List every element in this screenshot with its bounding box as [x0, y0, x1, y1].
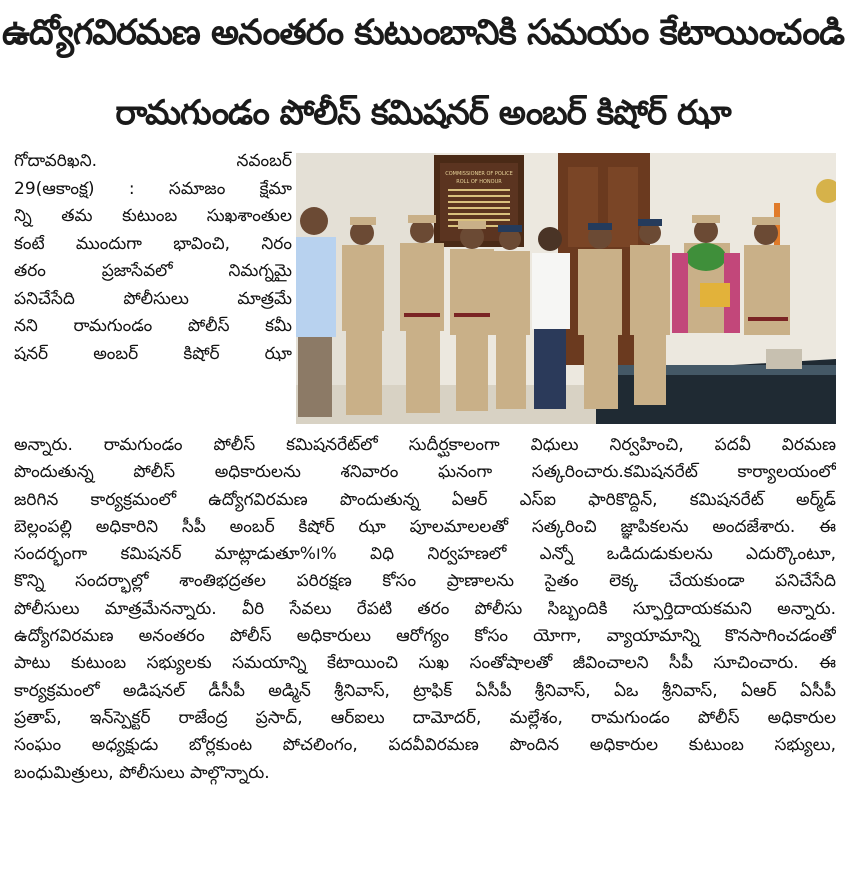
body-line: పొందుతున్న పోలీస్ అధికారులను శనివారం ఘనంగా సత్కరించారు.కమిషనరేట్ కార్యాలయంలో: [14, 462, 836, 483]
news-photo: [296, 153, 836, 424]
intro-line: కంటే ముందుగా భావించి, నిరం: [14, 233, 292, 254]
body-line: జరిగిన కార్యక్రమంలో ఉద్యోగవిరమణ పొందుతున్న ఏఆర్ ఎస్ఐ ఫారికొద్దిన్, కమిషనరేట్ అర్మ్‌డ్: [14, 489, 836, 510]
body-line: కార్యక్రమంలో అడిషనల్ డీసీపీ అడ్మిన్ శ్రీనివాస్, ట్రాఫిక్ ఏసీపీ శ్రీనివాస్, ఏఒ శ్రీనివాస్, ఏఆర్ ఏసీపీ: [14, 680, 836, 701]
article-body: [14, 432, 836, 787]
intro-line: 29(ఆకాంక్ష) : సమాజం క్షేమా: [14, 178, 292, 199]
intro-line: న్ని తమ కుటుంబ సుఖశాంతుల: [14, 206, 292, 226]
body-line: ఉద్యోగవిరమణ అనంతరం పోలీస్ అధికారులు ఆరోగ్యం కోసం యోగా, వ్యాయామాన్ని కొనసాగించడంతో: [14, 626, 836, 647]
body-line: అన్నారు. రామగుండం పోలీస్ కమిషనరేట్‌లో సుదీర్ఘకాలంగా విధులు నిర్వహించి, పదవీ విరమణ: [14, 435, 836, 455]
body-line: పోలీసులు మాత్రమేనన్నారు. వీరి సేవలు రేపటి తరం పోలీసు సిబ్బందికి స్ఫూర్తిదాయకమని అన్నారు.: [14, 598, 836, 619]
intro-line: తరం ప్రజాసేవలో నిమగ్నమై: [14, 261, 292, 281]
body-line: బెల్లంపల్లి అధికారిని సీపీ అంబర్ కిషోర్ ఝా పూలమాలలతో సత్కరించి జ్ఞాపికలను అందజేశారు. ఈ: [14, 516, 836, 537]
intro-line: పనిచేసేది పోలీసులు మాత్రమే: [14, 288, 292, 309]
headline: ఉద్యోగవిరమణ అనంతరం కుటుంబానికి సమయం కేటాయించండి: [1, 13, 845, 53]
body-line: కొన్ని సందర్భాల్లో శాంతిభద్రతల పరిరక్షణ కోసం ప్రాణాలను సైతం లెక్క చేయకుండా పనిచేసేది: [14, 571, 836, 592]
body-line: సంఘం అధ్యక్షుడు బోర్లకుంట పోచలింగం, పదవీవిరమణ పొందిన అధికారుల కుటుంబ సభ్యులు,: [14, 735, 836, 756]
intro-column: [14, 148, 292, 368]
body-line: బంధుమిత్రులు, పోలీసులు పాల్గొన్నారు.: [14, 762, 270, 783]
intro-line: షనర్ అంబర్ కిషోర్ ఝా: [14, 343, 292, 364]
svg-text:COMMISSIONER OF POLICE: COMMISSIONER OF POLICE: [445, 171, 513, 177]
intro-line: నని రామగుండం పోలీస్ కమీ: [14, 316, 292, 336]
intro-line: గోదావరిఖని. నవంబర్: [14, 151, 292, 171]
body-line: పాటు కుటుంబ సభ్యులకు సమయాన్ని కేటాయించి సుఖ సంతోషాలతో జీవించాలని సీపీ సూచించారు. ఈ: [14, 653, 836, 674]
svg-text:ROLL OF HONOUR: ROLL OF HONOUR: [456, 179, 502, 185]
subheadline: రామగుండం పోలీస్ కమిషనర్ అంబర్ కిషోర్ ఝా: [115, 93, 731, 133]
body-line: సందర్భంగా కమిషనర్ మాట్లాడుతూ%౹% విధి నిర్వహణలో ఎన్నో ఒడిదుడుకులను ఎదుర్కొంటూ,: [14, 544, 836, 565]
felicitation-photo: [296, 153, 836, 424]
body-line: ప్రతాప్, ఇన్‌స్పెక్టర్ రాజేంద్ర ప్రసాద్, ఆర్ఐలు దామోదర్, మల్లేశం, రామగుండం పోలీస్ అధికారుల: [14, 707, 836, 728]
